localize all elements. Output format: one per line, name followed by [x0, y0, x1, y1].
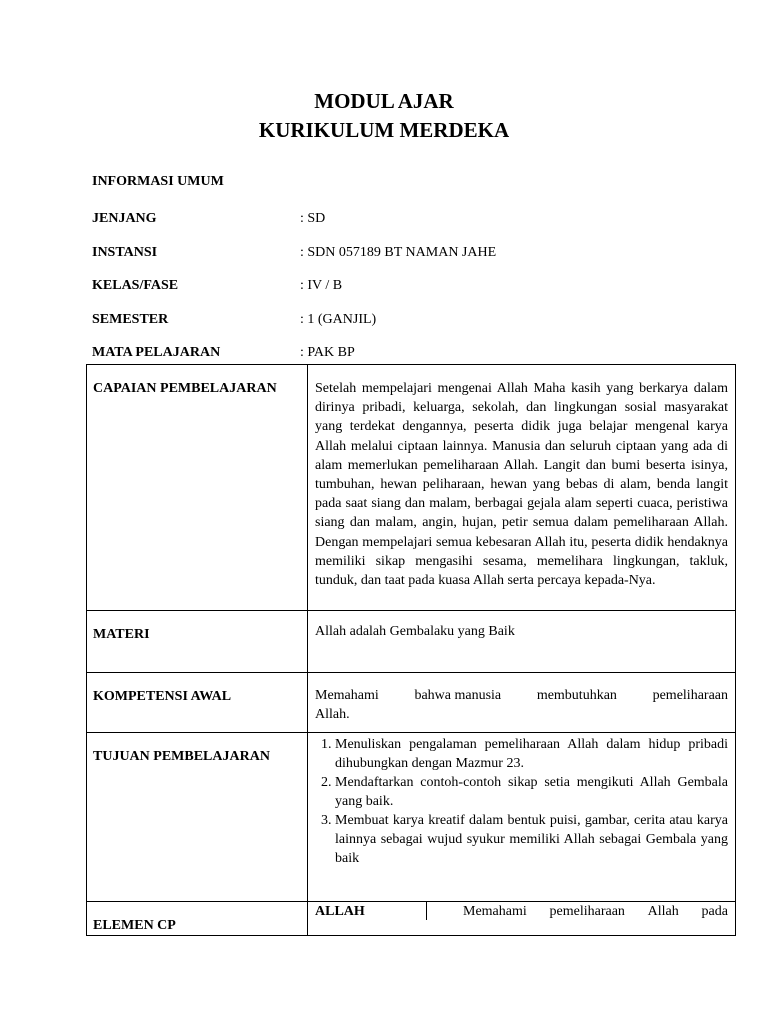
capaian-cell — [308, 365, 736, 611]
info-value-semester: : 1 (GANJIL) — [300, 312, 377, 327]
materi-text: Allah adalah Gembalaku yang Baik — [308, 611, 736, 673]
info-value-kelas-fase: : IV / B — [300, 278, 343, 293]
capaian-label: CAPAIAN PEMBELAJARAN — [87, 365, 308, 611]
elemen-sub-label: ALLAH — [308, 902, 427, 920]
elemen-label: ELEMEN CP — [87, 902, 308, 936]
elemen-word: pada — [701, 904, 728, 919]
materi-label: MATERI — [87, 611, 308, 673]
tujuan-list — [315, 735, 728, 868]
tujuan-label: TUJUAN PEMBELAJARAN — [87, 733, 308, 902]
list-item: 3. Membuat karya kreatif dalam bentuk puisi, gambar, cerita atau karya lainnya sebagai wujud syukur memiliki Allah sebagai Gembala yang baik — [335, 811, 728, 868]
info-label-jenjang: JENJANG — [92, 211, 157, 226]
module-table — [86, 364, 736, 936]
kompetensi-word: Memahami — [315, 688, 379, 703]
table-row-materi — [87, 611, 736, 673]
table-row-kompetensi-awal — [87, 673, 736, 733]
elemen-word: Memahami — [463, 904, 527, 919]
table-row-capaian — [87, 365, 736, 611]
elemen-description — [427, 902, 735, 920]
kompetensi-word: membutuhkan — [536, 688, 617, 703]
kompetensi-line-1 — [315, 686, 728, 705]
kompetensi-label: KOMPETENSI AWAL — [87, 673, 308, 733]
capaian-text: Setelah mempelajari mengenai Allah Maha kasih yang berkarya dalam dirinya pribadi, keluarga, sekolah, dan lingkungan sosial masyarakat yang terdekat dengannya, peserta didik juga belajar mengenal karya Allah melalui ciptaan lainnya. Manusia dan seluruh ciptaan yang ada di alam memerlukan pemeliharaan Allah. Langit dan bumi beserta isinya, tumbuhan, hewan peliharaan, hewan yang bebas di alam, benda langit pada saat siang dan malam, berbagai gejala alam seperti cuaca, peristiwa siang dan malam, angin, hujan, petir semua dalam pemeliharaan Allah. Dengan mempelajari semua kebesaran Allah itu, peserta didik hendaknya memiliki sikap mengasihi sesama, memelihara lingkungan, takluk, tunduk, dan taat pada kuasa Allah serta percaya kepada-Nya. — [315, 381, 728, 589]
elemen-cell — [308, 902, 736, 936]
info-value-mata-pelajaran: : PAK BP — [300, 345, 355, 360]
section-heading-informasi-umum: INFORMASI UMUM — [92, 174, 224, 189]
info-label-kelas-fase: KELAS/FASE — [92, 278, 179, 293]
kompetensi-cell — [308, 673, 736, 733]
tujuan-cell — [308, 733, 736, 902]
elemen-word: Allah — [647, 904, 679, 919]
document-subtitle: KURIKULUM MERDEKA — [258, 118, 510, 142]
info-value-instansi: : SDN 057189 BT NAMAN JAHE — [300, 245, 497, 260]
kompetensi-word: pemeliharaan — [652, 688, 728, 703]
list-item: 1. Menuliskan pengalaman pemeliharaan Allah dalam hidup pribadi dihubungkan dengan Mazmur 23. — [335, 735, 728, 773]
kompetensi-line-2: Allah. — [315, 707, 350, 722]
table-row-elemen-cp — [87, 902, 736, 936]
elemen-word: pemeliharaan — [549, 904, 625, 919]
info-label-mata-pelajaran: MATA PELAJARAN — [92, 345, 221, 360]
list-item: 2. Mendaftarkan contoh-contoh sikap setia mengikuti Allah Gembala yang baik. — [335, 773, 728, 811]
elemen-subtable — [308, 902, 735, 920]
document-title: MODUL AJAR — [314, 89, 454, 113]
kompetensi-word: bahwa manusia — [414, 688, 502, 703]
info-label-semester: SEMESTER — [92, 312, 169, 327]
info-label-instansi: INSTANSI — [92, 245, 158, 260]
table-row-tujuan — [87, 733, 736, 902]
info-value-jenjang: : SD — [300, 211, 326, 226]
